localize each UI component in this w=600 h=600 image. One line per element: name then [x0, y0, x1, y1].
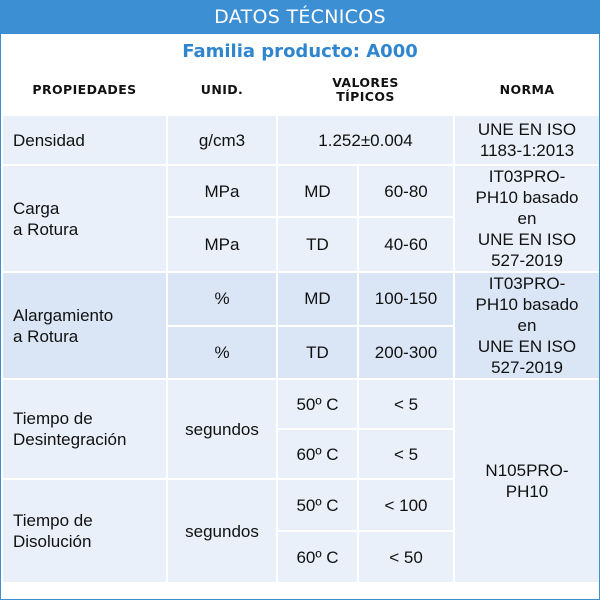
temperature-cell: 50º C: [277, 379, 358, 429]
specs-table: [1, 66, 600, 584]
norm-cell: [454, 272, 600, 379]
unit-cell: MPa: [167, 217, 277, 272]
table-row: [2, 115, 600, 165]
unit-cell: segundos: [167, 479, 277, 583]
norm-line: 527-2019: [491, 251, 563, 270]
table-row: [2, 379, 600, 429]
temperature-cell: 60º C: [277, 531, 358, 583]
property-name-line: Tiempo de: [13, 409, 93, 428]
unit-cell: %: [167, 326, 277, 380]
temperature-cell: 60º C: [277, 429, 358, 479]
direction-cell: MD: [277, 272, 358, 326]
direction-cell: TD: [277, 217, 358, 272]
header-unit: UNID.: [200, 82, 244, 97]
table-row: [2, 272, 600, 326]
header-typical-values: [277, 66, 454, 115]
property-name: [2, 379, 167, 479]
value-cell: 200-300: [358, 326, 454, 380]
norm-line: 527-2019: [491, 358, 563, 377]
value-cell: < 5: [358, 379, 454, 429]
value-cell: < 100: [358, 479, 454, 531]
table-header-row: [2, 66, 600, 115]
table-row: [2, 165, 600, 217]
norm-line: PH10: [505, 482, 549, 501]
property-name: [2, 272, 167, 379]
norm-line: UNE EN ISO: [477, 120, 577, 139]
norm-line: PH10 basado: [475, 295, 579, 314]
value-cell: 1.252±0.004: [277, 115, 454, 165]
property-name-line: Desintegración: [13, 430, 127, 449]
direction-cell: TD: [277, 326, 358, 380]
unit-cell: %: [167, 272, 277, 326]
unit-cell: MPa: [167, 165, 277, 217]
value-cell: < 5: [358, 429, 454, 479]
norm-line: UNE EN ISO: [477, 230, 577, 249]
property-name-line: Carga: [13, 198, 60, 218]
property-name-line: Tiempo de: [13, 511, 93, 530]
value-cell: 60-80: [358, 165, 454, 217]
header-values-line1: VALORES: [332, 75, 399, 90]
norm-line: N105PRO-: [485, 461, 569, 480]
property-name-line: Alargamiento: [13, 305, 114, 325]
norm-cell: [454, 379, 600, 583]
property-name: [2, 165, 167, 272]
property-name: [2, 479, 167, 583]
header-values-line2: TÍPICOS: [336, 89, 395, 104]
property-name-line: a Rotura: [13, 326, 79, 346]
norm-cell: [454, 165, 600, 272]
value-cell: < 50: [358, 531, 454, 583]
norm-line: IT03PRO-: [488, 274, 566, 293]
norm-cell: [454, 115, 600, 165]
norm-line: en: [517, 316, 537, 335]
value-cell: 40-60: [358, 217, 454, 272]
header-properties: PROPIEDADES: [32, 82, 137, 97]
unit-cell: g/cm3: [167, 115, 277, 165]
norm-line: 1183-1:2013: [479, 141, 575, 160]
temperature-cell: 50º C: [277, 479, 358, 531]
property-name-line: Disolución: [13, 532, 92, 551]
product-family-subtitle: Familia producto: A000: [182, 41, 418, 62]
value-cell: 100-150: [358, 272, 454, 326]
header-norm: NORMA: [499, 82, 555, 97]
unit-cell: segundos: [167, 379, 277, 479]
norm-line: UNE EN ISO: [477, 337, 577, 356]
norm-line: IT03PRO-: [488, 167, 566, 186]
norm-line: en: [517, 209, 537, 228]
direction-cell: MD: [277, 165, 358, 217]
property-name-line: a Rotura: [13, 219, 79, 239]
norm-line: PH10 basado: [475, 188, 579, 207]
property-name: Densidad: [2, 115, 167, 165]
page-title: DATOS TÉCNICOS: [1, 1, 599, 34]
